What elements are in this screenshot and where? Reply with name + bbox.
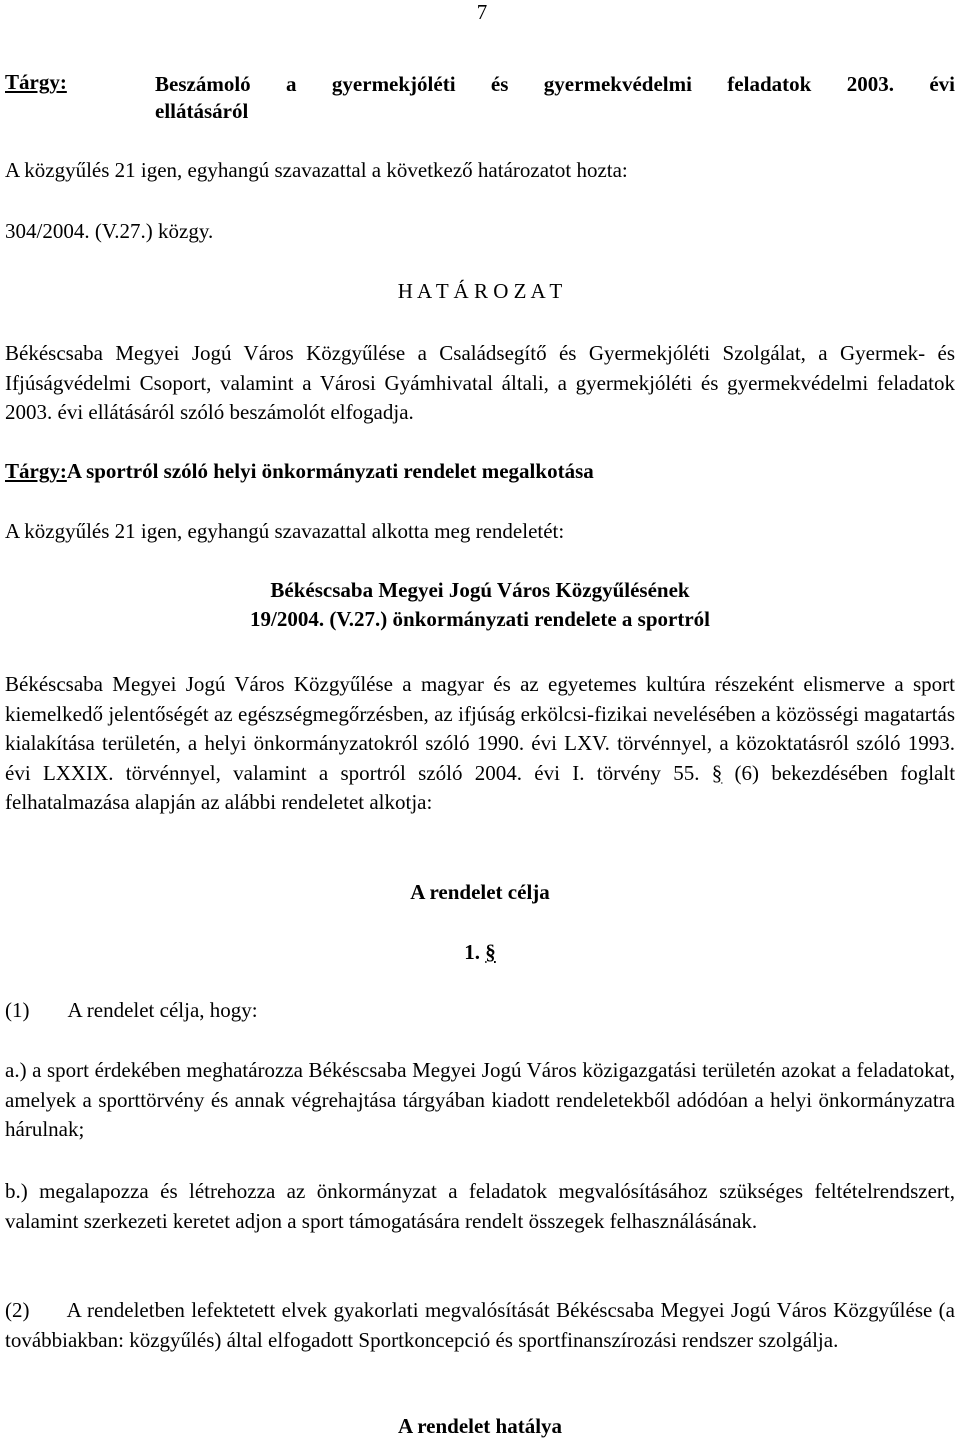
resolution-text: Békéscsaba Megyei Jogú Város Közgyűlése a Családsegítő és Gyermekjóléti Szolgálat, a Gyermek- és Ifjúságvédelmi Csoport, valamint a Városi Gyámhivatal általi, a gyermekjóléti és gyermekvédelmi feladatok 2003. évi ellátásáról szóló beszámolót elfogadja. (5, 341, 955, 424)
point-1-number: (1) (5, 998, 30, 1022)
decree-title-line2: 19/2004. (V.27.) önkormányzati rendelete a sportról (249, 607, 710, 631)
subject2-label: Tárgy: (5, 459, 67, 483)
preamble (5, 670, 955, 818)
page-number: 7 (476, 0, 488, 24)
point-a: a.) a sport érdekében meghatározza Békéscsaba Megyei Jogú Város közigazgatási területén azokat a feladatokat, amelyek a sporttörvény és annak végrehajtása tárgyában kiadott rendeletekből adódóan a helyi önkormányzatra hárulnak; (5, 1058, 955, 1141)
preamble-text: Békéscsaba Megyei Jogú Város Közgyűlése a magyar és az egyetemes kultúra részeként elismerve a sport kiemelkedő jelentőségét az egészségmegőrzésben, az ifjúság erkölcsi-fizikai nevelésében a közösségi magatartás kialakítása területén, a helyi önkormányzatokról szóló 1990. évi LXV. törvénnyel, a közoktatásról szóló 1993. évi LXXIX. törvénnyel, valamint a sportról szóló 2004. évi I. törvény 55. (5, 672, 955, 785)
point-2: (2) A rendeletben lefektetett elvek gyakorlati megvalósítását Békéscsaba Megyei Jogú Város Közgyűlése (a továbbiakban: közgyűlés) által elfogadott Sportkoncepció és sportfinanszírozási rendszer szolgálja. (5, 1298, 960, 1352)
section-heading-scope: A rendelet hatálya (397, 1414, 563, 1438)
subject2-text: A sportról szóló helyi önkormányzati rendelet megalkotása (66, 459, 594, 483)
point-b: b.) megalapozza és létrehozza az önkormányzat a feladatok megvalósításához szükséges feltételrendszert, valamint szerkezeti keretet adjon a sport támogatására rendelt összegek felhasználásának. (5, 1179, 955, 1233)
subject2 (5, 459, 594, 484)
vote-statement-2: A közgyűlés 21 igen, egyhangú szavazattal alkotta meg rendeletét: (5, 519, 565, 543)
section-sign-1: § (485, 940, 496, 964)
point-1-text: A rendelet célja, hogy: (67, 998, 258, 1022)
subject-text-line1: Beszámoló a gyermekjóléti és gyermekvédelmi feladatok 2003. évi (155, 72, 955, 96)
subject-label: Tárgy: (5, 70, 67, 94)
decree-title-line1: Békéscsaba Megyei Jogú Város Közgyűlésének (270, 578, 690, 602)
resolution-heading: H A T Á R O Z A T (397, 279, 563, 303)
section-sign: § (711, 760, 723, 785)
point-1 (5, 998, 258, 1023)
section-heading-purpose: A rendelet célja (410, 880, 550, 904)
vote-statement: A közgyűlés 21 igen, egyhangú szavazattal a következő határozatot hozta: (5, 158, 628, 182)
preamble-tail: (6) bekezdésében foglalt felhatalmazása alapján az alábbi rendeletet alkotja: (5, 760, 956, 814)
section-number: 1. (464, 940, 480, 964)
subject-text-line2: ellátásáról (155, 99, 249, 123)
resolution-number: 304/2004. (V.27.) közgy. (5, 219, 214, 243)
section-number-1 (0, 940, 960, 965)
